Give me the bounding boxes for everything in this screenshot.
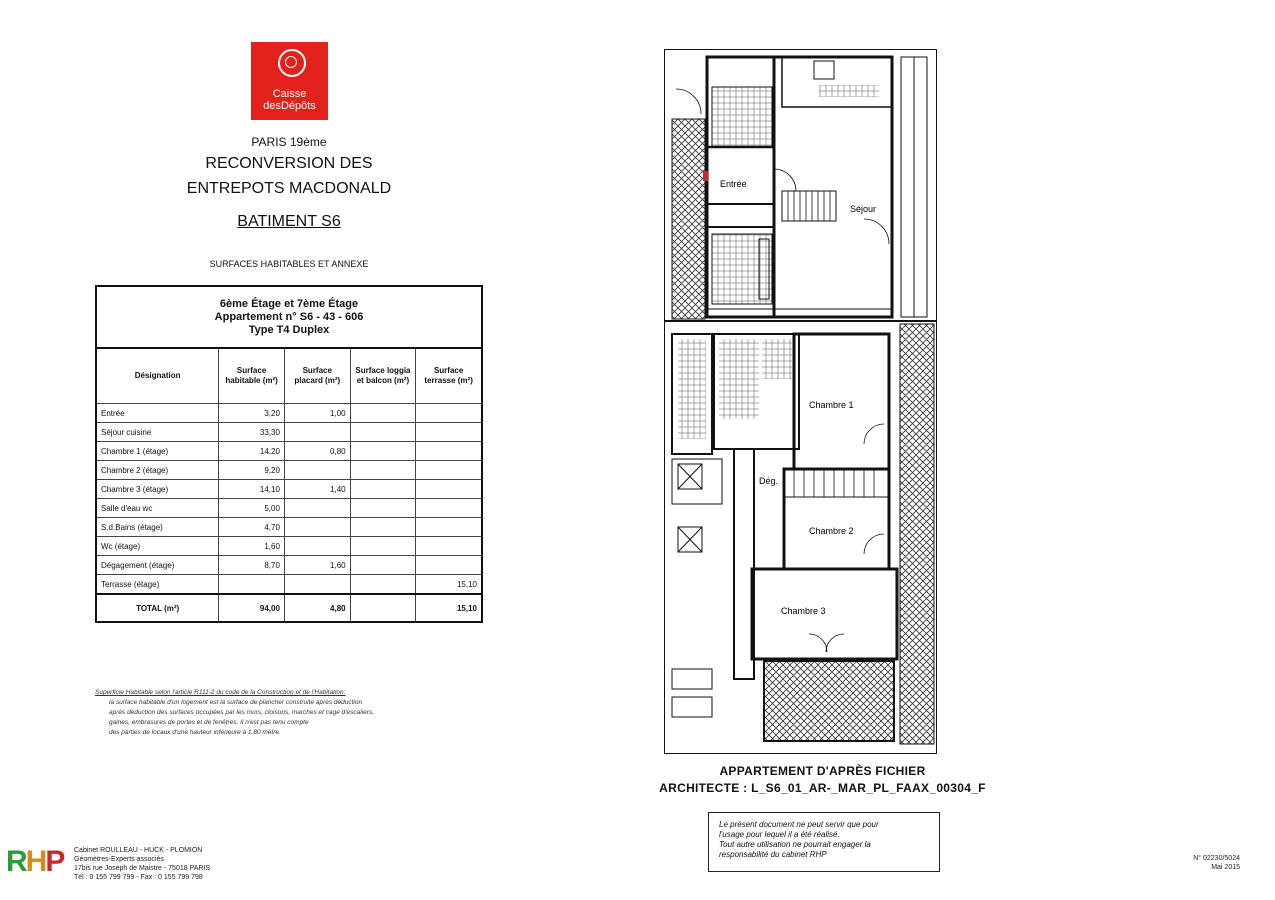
- cell: Salle d'eau wc: [96, 499, 219, 518]
- surfaces-table: [95, 285, 483, 623]
- table-title: [96, 286, 482, 348]
- table-title-line3: Type T4 Duplex: [248, 323, 330, 336]
- total-placard: 4,80: [284, 594, 350, 622]
- cell: [350, 442, 416, 461]
- cell: Terrasse (étage): [96, 575, 219, 595]
- cell: 5,00: [219, 499, 285, 518]
- table-row: [96, 518, 482, 537]
- col-header: Surface habitable (m²): [219, 348, 285, 404]
- cell: S.d.Bains (étage): [96, 518, 219, 537]
- cell: 33,30: [219, 423, 285, 442]
- cell: [350, 518, 416, 537]
- col-header: Surface terrasse (m²): [416, 348, 482, 404]
- upper-level-plan: [672, 57, 927, 319]
- building-title: [95, 213, 483, 231]
- room-label-entree: Entrée: [720, 179, 747, 189]
- disclaimer-box: [708, 812, 940, 872]
- rhp-logo-p: P: [45, 845, 64, 878]
- firm-line2: Géomètres-Experts associés: [74, 856, 164, 863]
- cell: [416, 556, 482, 575]
- note-line5: des parties de locaux d'une hauteur inférieure à 1.80 mètre.: [109, 729, 281, 736]
- cell: [284, 499, 350, 518]
- lower-level-plan: [664, 321, 937, 744]
- disclaimer-line3: Tout autre utilisation ne pourrait engager la: [719, 840, 871, 849]
- col-header: Désignation: [96, 348, 219, 404]
- ref-date: Mai 2015: [1211, 864, 1240, 871]
- disclaimer-line4: responsabilité du cabinet RHP: [719, 850, 827, 859]
- cell: 1,60: [219, 537, 285, 556]
- total-label: TOTAL (m²): [96, 594, 219, 622]
- table-header-row: [96, 348, 482, 404]
- note-line4: gaines, embrasures de portes et de fenêtres. Il n'est pas tenu compte: [109, 719, 309, 726]
- total-terrasse: 15,10: [416, 594, 482, 622]
- cell: [416, 461, 482, 480]
- room-label-chambre2: Chambre 2: [809, 526, 854, 536]
- rhp-logo-r: R: [6, 845, 26, 878]
- cell: 15,10: [416, 575, 482, 595]
- ref-number: N° 02230/5024: [1193, 855, 1240, 862]
- total-habitable: 94,00: [219, 594, 285, 622]
- firm-line4: Tél : 0 155 799 799 - Fax : 0 155 799 798: [74, 874, 203, 881]
- firm-line1: Cabinet ROULLEAU - HUCK - PLOMION: [74, 847, 203, 854]
- cell: Chambre 3 (étage): [96, 480, 219, 499]
- building-label: BATIMENT S6: [237, 213, 341, 230]
- cell: [350, 575, 416, 595]
- table-row: [96, 461, 482, 480]
- cell: [416, 537, 482, 556]
- room-label-sejour: Séjour: [850, 204, 877, 214]
- cell: [350, 423, 416, 442]
- total-loggia: [350, 594, 416, 622]
- note-line2: la surface habitable d'un logement est la surface de plancher construite après déduction: [109, 699, 363, 706]
- caisse-des-depots-logo: [251, 42, 328, 120]
- caption-line2: ARCHITECTE : L_S6_01_AR-_MAR_PL_FAAX_00304_F: [659, 781, 986, 795]
- cell: 14,10: [219, 480, 285, 499]
- table-row: [96, 575, 482, 595]
- cell: Chambre 1 (étage): [96, 442, 219, 461]
- table-title-row: [96, 286, 482, 348]
- cell: [416, 423, 482, 442]
- rhp-logo: [6, 845, 63, 879]
- cell: [416, 518, 482, 537]
- cell: [350, 461, 416, 480]
- legal-note: [95, 688, 465, 738]
- table-row: [96, 499, 482, 518]
- cell: [350, 556, 416, 575]
- cell: 3,20: [219, 404, 285, 423]
- cell: 0,80: [284, 442, 350, 461]
- firm-info: [74, 846, 210, 882]
- disclaimer-line1: Le présent document ne peut servir que pour: [719, 820, 879, 829]
- room-label-deg: Dég.: [759, 476, 779, 486]
- table-row: [96, 480, 482, 499]
- cell: [284, 518, 350, 537]
- table-subtitle: SURFACES HABITABLES ET ANNEXE: [209, 259, 369, 269]
- cell: [219, 575, 285, 595]
- table-row: [96, 556, 482, 575]
- col-header: Surface placard (m²): [284, 348, 350, 404]
- total-row: [96, 594, 482, 622]
- cell: [416, 480, 482, 499]
- note-line3: après déduction des surfaces occupées par les murs, cloisons, marches et cage d'escaliers,: [109, 709, 374, 716]
- cell: 9,20: [219, 461, 285, 480]
- cell: [416, 404, 482, 423]
- cell: [284, 537, 350, 556]
- cell: Dégagement (étage): [96, 556, 219, 575]
- title-line1: RECONVERSION DES: [205, 155, 373, 172]
- col-header: Surface loggia et balcon (m²): [350, 348, 416, 404]
- cell: Entrée: [96, 404, 219, 423]
- table-row: [96, 537, 482, 556]
- cell: [350, 404, 416, 423]
- cell: 1,00: [284, 404, 350, 423]
- city: PARIS 19ème: [251, 135, 327, 149]
- cell: [350, 537, 416, 556]
- cell: [284, 423, 350, 442]
- cell: [416, 499, 482, 518]
- document-reference: [1140, 854, 1240, 872]
- logo-line1: Caisse: [272, 88, 307, 100]
- cell: Chambre 2 (étage): [96, 461, 219, 480]
- cell: Wc (étage): [96, 537, 219, 556]
- cell: 1,40: [284, 480, 350, 499]
- table-title-line1: 6ème Étage et 7ème Étage: [219, 297, 359, 310]
- cell: [284, 575, 350, 595]
- cell: 14,20: [219, 442, 285, 461]
- table-title-line2: Appartement n° S6 - 43 - 606: [214, 310, 364, 323]
- cell: 1,60: [284, 556, 350, 575]
- note-line1: Superficie Habitable selon l'article R111-2 du code de la Construction et de l'Habitation:: [95, 689, 346, 696]
- table-row: [96, 442, 482, 461]
- cell: 4,70: [219, 518, 285, 537]
- table-row: [96, 423, 482, 442]
- cell: [350, 480, 416, 499]
- seal-icon: [278, 49, 306, 77]
- caption-line1: APPARTEMENT D'APRÈS FICHIER: [719, 764, 926, 778]
- title-line2: ENTREPOTS MACDONALD: [186, 180, 392, 197]
- cell: 8,70: [219, 556, 285, 575]
- disclaimer-line2: l'usage pour lequel il a été réalisé.: [719, 830, 840, 839]
- cell: [350, 499, 416, 518]
- room-label-chambre1: Chambre 1: [809, 400, 854, 410]
- logo-line2: desDépôts: [263, 100, 316, 112]
- floor-plan: [664, 49, 937, 754]
- cell: Séjour cuisine: [96, 423, 219, 442]
- table-row: [96, 404, 482, 423]
- room-label-chambre3: Chambre 3: [781, 606, 826, 616]
- cell: [284, 461, 350, 480]
- rhp-logo-h: H: [25, 845, 46, 878]
- cell: [416, 442, 482, 461]
- firm-line3: 17bis rue Joseph de Maistre - 75018 PARIS: [74, 865, 211, 872]
